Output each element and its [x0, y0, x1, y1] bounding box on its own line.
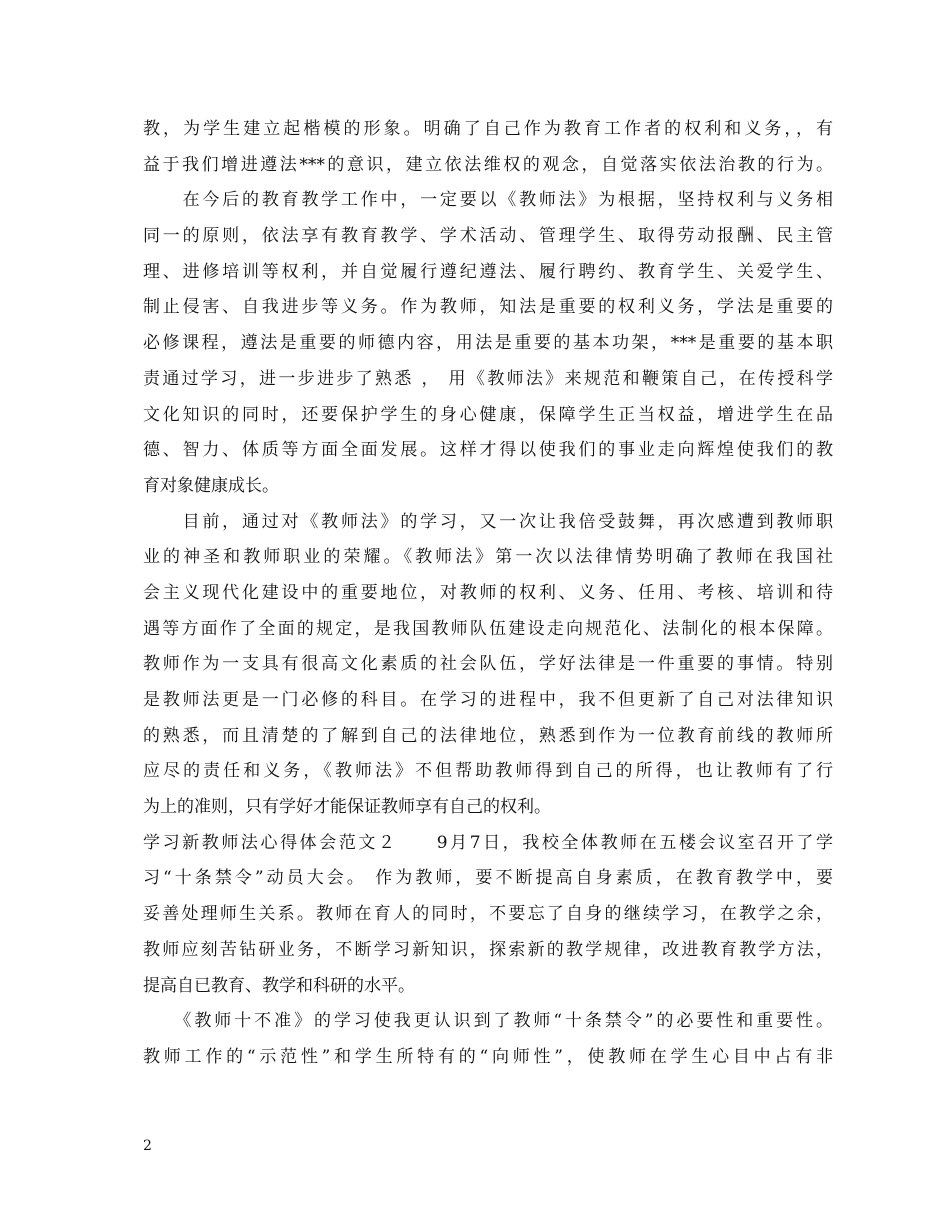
- text-line: 习“十条禁令”动员大会。 作为教师，要不断提高自身素质，在教育教学中，要: [143, 868, 833, 889]
- text-line: 《教师十不准》的学习使我更认识到了教师“十条禁令”的必要性和重要性。: [143, 1011, 833, 1032]
- text-line: 为上的准则，只有学好才能保证教师享有自己的权利。: [143, 797, 551, 818]
- text-line: 必修课程，遵法是重要的师德内容，用法是重要的基本功架，***是重要的基本职: [143, 333, 833, 354]
- text-line: 理、进修培训等权利，并自觉履行遵纪遵法、履行聘约、教育学生、关爱学生、: [143, 261, 833, 282]
- text-line: 遇等方面作了全面的规定，是我国教师队伍建设走向规范化、法制化的根本保障。: [143, 618, 833, 639]
- text-line: 是教师法更是一门必修的科目。在学习的进程中，我不但更新了自己对法律知识: [143, 690, 833, 710]
- text-line: 教，为学生建立起楷模的形象。明确了自己作为教育工作者的权利和义务，，有: [143, 119, 833, 139]
- text-line: 责通过学习，进一步进步了熟悉 ， 用《教师法》来规范和鞭策自己，在传授科学: [143, 368, 833, 389]
- body-text: [143, 112, 833, 1076]
- text-line: 妥善处理师生关系。教师在育人的同时，不要忘了自身的继续学习，在教学之余，: [143, 904, 833, 925]
- text-line: 业的神圣和教师职业的荣耀。《教师法》第一次以法律情势明确了教师在我国社: [143, 547, 833, 568]
- text-line: 教师应刻苦钻研业务，不断学习新知识，探索新的教学规律，改进教育教学方法，: [143, 939, 833, 960]
- text-line: 学习新教师法心得体会范文２ 9月7日，我校全体教师在五楼会议室召开了学: [143, 832, 833, 853]
- text-line: 益于我们增进遵法***的意识，建立依法维权的观念，自觉落实依法治教的行为。: [143, 154, 833, 175]
- text-line: 的熟悉，而且清楚的了解到自己的法律地位，熟悉到作为一位教育前线的教师所: [143, 725, 833, 746]
- text-line: 在今后的教育教学工作中，一定要以《教师法》为根据，坚持权利与义务相: [143, 190, 833, 211]
- text-line: 应尽的责任和义务，《教师法》不但帮助教师得到自己的所得，也让教师有了行: [143, 761, 833, 782]
- text-line: 教师工作的“示范性”和学生所特有的“向师性”，使教师在学生心目中占有非: [143, 1046, 833, 1067]
- page-number: 2: [143, 1138, 152, 1154]
- text-line: 会主义现代化建设中的重要地位，对教师的权利、义务、任用、考核、培训和待: [143, 582, 833, 603]
- text-line: 制止侵害、自我进步等义务。作为教师，知法是重要的权利义务，学法是重要的: [143, 297, 833, 318]
- text-line: 育对象健康成长。: [143, 475, 279, 496]
- text-line: 目前，通过对《教师法》的学习，又一次让我倍受鼓舞，再次感遭到教师职: [143, 511, 833, 532]
- text-line: 同一的原则，依法享有教育教学、学术活动、管理学生、取得劳动报酬、民主管: [143, 226, 833, 247]
- text-line: 教师作为一支具有很高文化素质的社会队伍，学好法律是一件重要的事情。特别: [143, 654, 833, 675]
- text-line: 提高自已教育、教学和科研的水平。: [143, 975, 415, 996]
- text-line: 德、智力、体质等方面全面发展。这样才得以使我们的事业走向辉煌使我们的教: [143, 440, 833, 461]
- text-line: 文化知识的同时，还要保护学生的身心健康，保障学生正当权益，增进学生在品: [143, 404, 833, 425]
